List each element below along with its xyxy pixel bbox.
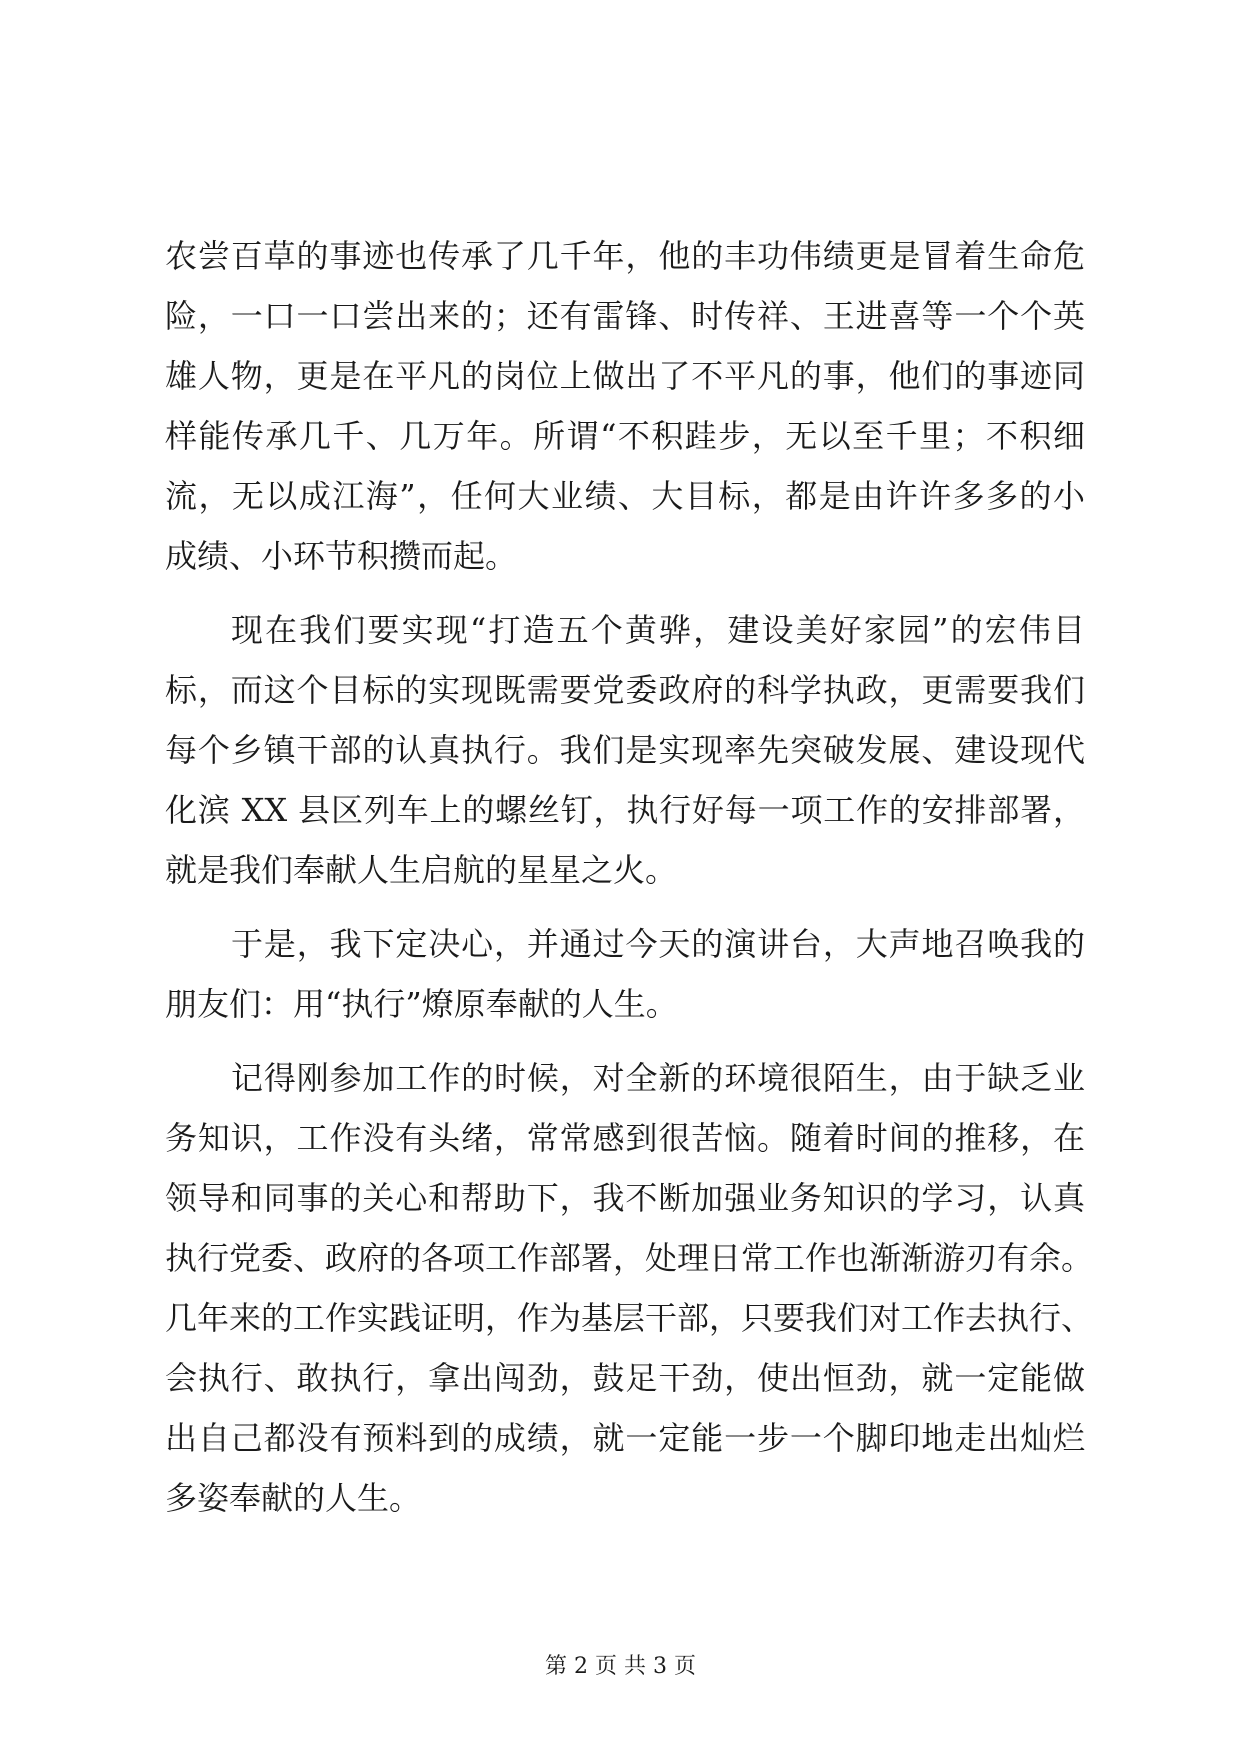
text-line: 务知识，工作没有头绪，常常感到很苦恼。随着时间的推移，在	[165, 1119, 1085, 1157]
text-line: 会执行、敢执行，拿出闯劲，鼓足干劲，使出恒劲，就一定能做	[165, 1359, 1085, 1397]
text-line: 流，无以成江海”，任何大业绩、大目标，都是由许许多多的小	[165, 477, 1085, 515]
text-line: 每个乡镇干部的认真执行。我们是实现率先突破发展、建设现代	[165, 731, 1085, 769]
paragraph-2	[165, 600, 1085, 900]
text-line: 就是我们奉献人生启航的星星之火。	[165, 851, 678, 889]
text-line: 多姿奉献的人生。	[165, 1479, 422, 1517]
body-text	[165, 226, 1094, 1528]
page-number-footer: 第 2 页 共 3 页	[545, 1654, 696, 1679]
text-line: 现在我们要实现“打造五个黄骅，建设美好家园”的宏伟目	[231, 611, 1085, 649]
text-line: 执行党委、政府的各项工作部署，处理日常工作也渐渐游刃有余。	[165, 1239, 1094, 1277]
text-line: 样能传承几千、几万年。所谓“不积跬步，无以至千里；不积细	[165, 417, 1085, 455]
text-line: 农尝百草的事迹也传承了几千年，他的丰功伟绩更是冒着生命危	[165, 237, 1085, 275]
text-line: 领导和同事的关心和帮助下，我不断加强业务知识的学习，认真	[165, 1179, 1085, 1217]
text-line: 出自己都没有预料到的成绩，就一定能一步一个脚印地走出灿烂	[165, 1419, 1085, 1457]
text-line: 化滨 XX 县区列车上的螺丝钉，执行好每一项工作的安排部署，	[165, 791, 1085, 829]
text-line: 于是，我下定决心，并通过今天的演讲台，大声地召唤我的	[231, 925, 1085, 963]
text-line: 险，一口一口尝出来的；还有雷锋、时传祥、王进喜等一个个英	[165, 297, 1085, 335]
text-line: 标，而这个目标的实现既需要党委政府的科学执政，更需要我们	[165, 671, 1085, 709]
text-line: 雄人物，更是在平凡的岗位上做出了不平凡的事，他们的事迹同	[165, 357, 1085, 395]
paragraph-1	[165, 226, 1085, 586]
text-line: 朋友们：用“执行”燎原奉献的人生。	[165, 985, 678, 1023]
paragraph-4	[165, 1048, 1094, 1528]
paragraph-3	[165, 914, 1085, 1034]
text-line: 几年来的工作实践证明，作为基层干部，只要我们对工作去执行、	[165, 1299, 1094, 1337]
text-line: 成绩、小环节积攒而起。	[165, 537, 518, 575]
text-line: 记得刚参加工作的时候，对全新的环境很陌生，由于缺乏业	[231, 1059, 1085, 1097]
